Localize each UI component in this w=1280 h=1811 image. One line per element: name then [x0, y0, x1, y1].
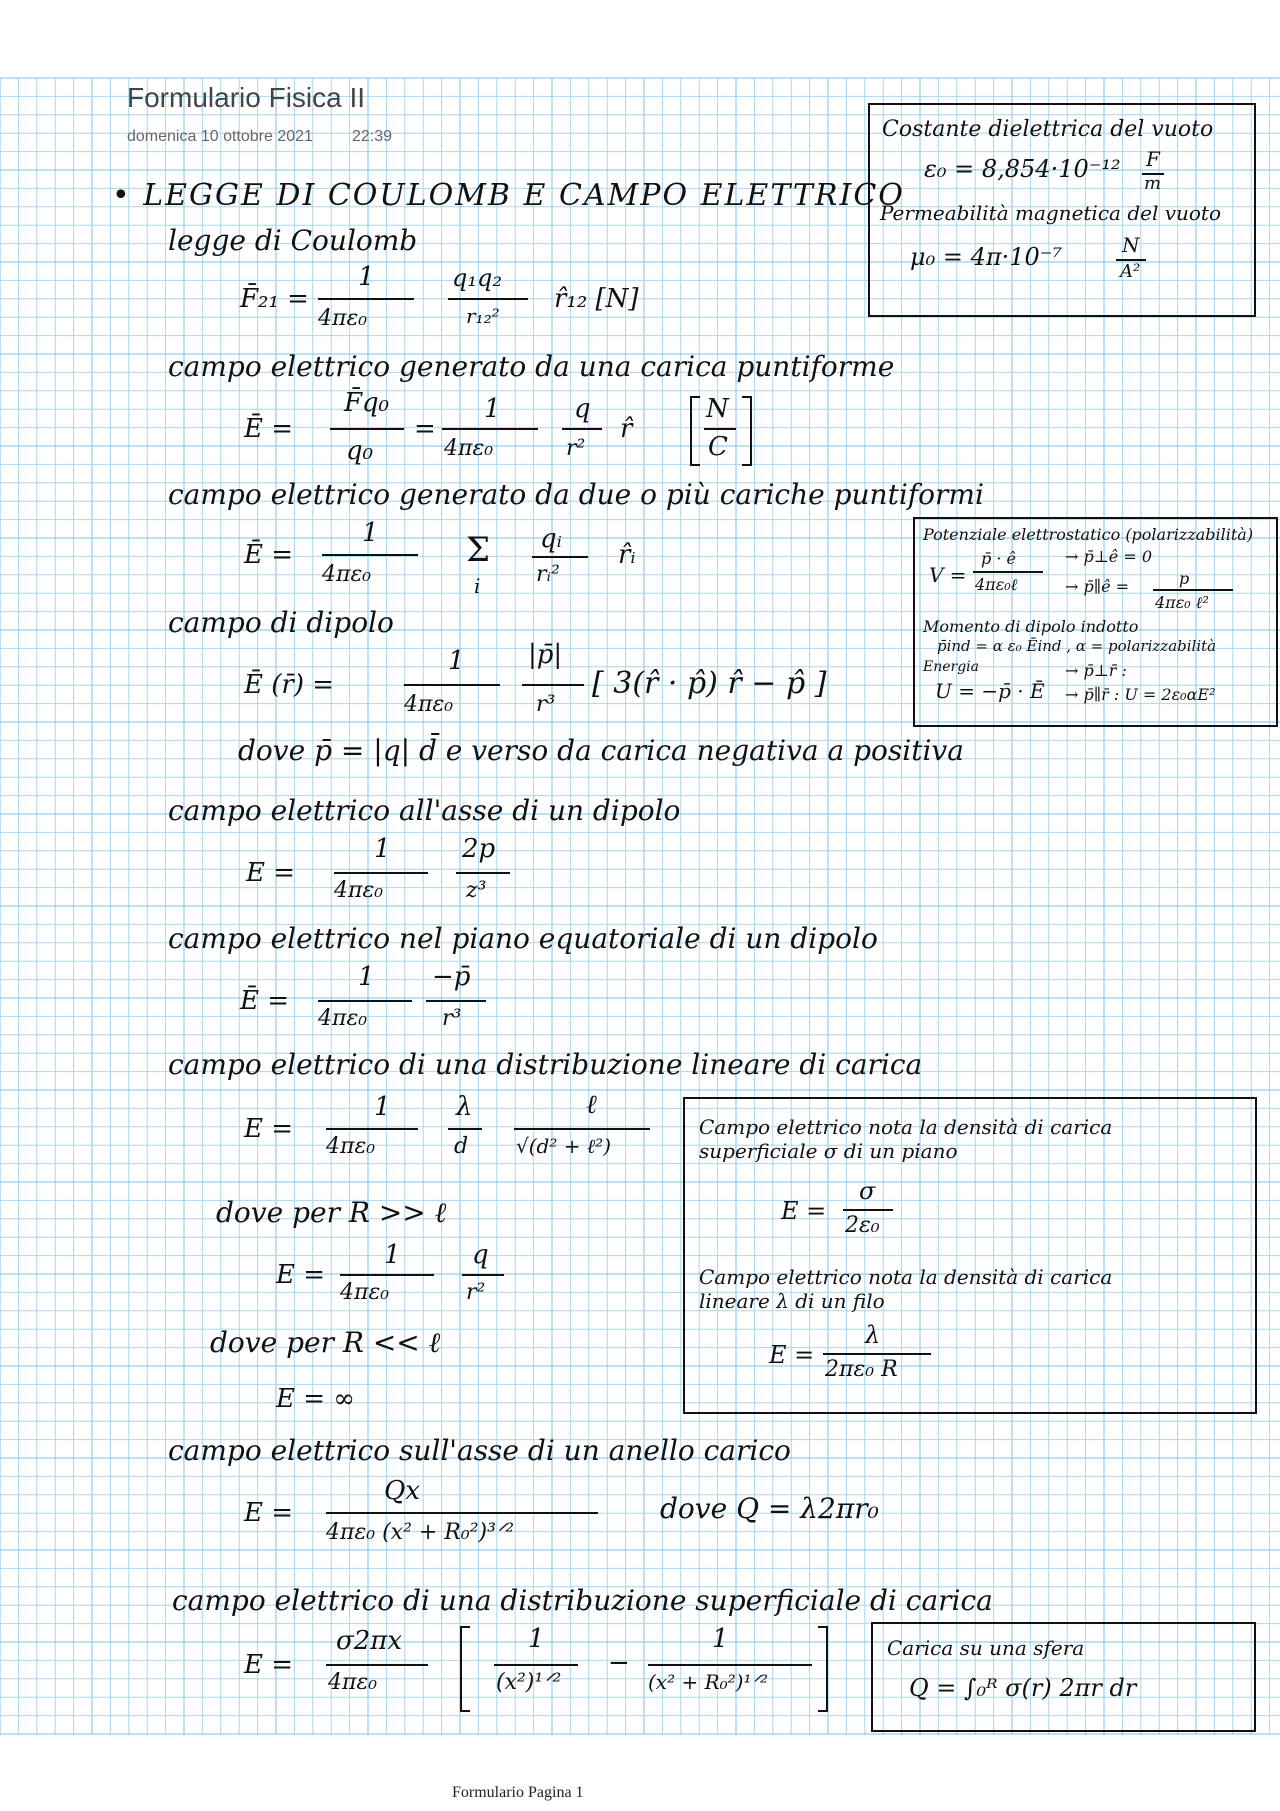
da-num: 1 — [374, 834, 391, 864]
potential-energy-c1: → p̄⊥r̄ : — [1065, 661, 1127, 680]
potential-num: p̄ · ê — [981, 549, 1016, 568]
fields-f2-num: λ — [865, 1321, 881, 1349]
sd-minus: − — [608, 1648, 630, 1678]
potential-dipole-eq: p̄ind = α ε₀ Ēind , α = polarizzabilità — [937, 637, 1217, 655]
fields-f2-lhs: E = — [769, 1341, 815, 1369]
page-time: 22:39 — [352, 128, 393, 145]
sd-b2-den: (x² + R₀²)¹ᐟ² — [648, 1670, 768, 1694]
da-den2: z³ — [466, 878, 487, 903]
pc-eq: = — [414, 414, 436, 444]
potential-dipole-title: Momento di dipolo indotto — [923, 617, 1139, 636]
dip-den2: r³ — [536, 692, 556, 717]
dip-num: 1 — [448, 646, 465, 676]
pc-lhs: Ē = — [244, 414, 294, 444]
dip-tail: [ 3(r̂ · p̂) r̂ − p̂ ] — [592, 666, 827, 701]
fields-f1-num: σ — [859, 1177, 876, 1205]
mc-den2: rᵢ² — [536, 562, 560, 587]
fields-line3: Campo elettrico nota la densità di carica — [699, 1265, 1113, 1289]
lf-den: 4πε₀ — [340, 1280, 390, 1305]
potential-energy-eq: U = −p̄ · Ē — [935, 679, 1045, 703]
coulomb-den: 4πε₀ — [318, 306, 368, 331]
ld-num: 1 — [374, 1092, 391, 1122]
section-linear-dist-label: campo elettrico di una distribuzione lineare di carica — [168, 1048, 923, 1081]
linear-cond-near: dove per R << ℓ — [210, 1326, 441, 1359]
ld-lhs: E = — [244, 1114, 294, 1144]
constants-eps0-unit-num: F — [1146, 147, 1160, 171]
da-den: 4πε₀ — [334, 878, 384, 903]
page-footer: Formulario Pagina 1 — [452, 1784, 584, 1801]
de-den: 4πε₀ — [318, 1006, 368, 1031]
coulomb-lhs: F̄₂₁ = — [240, 284, 309, 314]
mc-lhs: Ē = — [244, 540, 294, 570]
pc-den: q₀ — [346, 436, 374, 466]
fields-line4: lineare λ di un filo — [699, 1289, 885, 1313]
coulomb-num: 1 — [358, 262, 375, 292]
coulomb-den2: r₁₂² — [466, 304, 500, 328]
de-num: 1 — [358, 962, 375, 992]
linear-infinite: E = ∞ — [276, 1384, 355, 1414]
potential-case2: → p̄∥ê = — [1065, 577, 1130, 596]
section-coulomb-label: legge di Coulomb — [168, 224, 418, 257]
constants-box — [868, 103, 1256, 317]
mc-sum: Σ — [466, 530, 491, 570]
page-title: Formulario Fisica II — [127, 82, 366, 113]
sd-b1-den: (x²)¹ᐟ² — [496, 1670, 562, 1695]
fields-box — [683, 1097, 1257, 1414]
section-ring-label: campo elettrico sull'asse di un anello carico — [168, 1434, 791, 1467]
fields-f2-den: 2πε₀ R — [825, 1357, 898, 1382]
ld-den3: √(d² + ℓ²) — [516, 1134, 611, 1158]
dip-lhs: Ē (r̄) = — [244, 670, 335, 700]
sd-num: σ2πx — [336, 1626, 403, 1656]
section-surface-dist-label: campo elettrico di una distribuzione superficiale di carica — [172, 1584, 993, 1617]
sd-lhs: E = — [244, 1650, 294, 1680]
constants-eps0-unit-den: m — [1144, 173, 1162, 194]
potential-energy-c2: → p̄∥r̄ : U = 2ε₀αE² — [1065, 685, 1216, 704]
potential-energy-label: Energia — [923, 659, 979, 675]
potential-case2-den: 4πε₀ ℓ² — [1155, 593, 1209, 612]
section-dipole-label: campo di dipolo — [168, 606, 394, 639]
sphere-box — [871, 1622, 1256, 1732]
pc-unit-num: N — [706, 394, 729, 424]
ring-where: dove Q = λ2πr₀ — [660, 1492, 879, 1525]
coulomb-tail: r̂₁₂ [N] — [554, 284, 639, 314]
page-date: domenica 10 ottobre 2021 — [127, 128, 313, 145]
ring-lhs: E = — [244, 1498, 294, 1528]
mc-sub: i — [474, 574, 481, 598]
sd-den: 4πε₀ — [328, 1670, 378, 1695]
linear-cond-far: dove per R >> ℓ — [216, 1196, 447, 1229]
potential-box — [913, 517, 1278, 727]
sd-b2-num: 1 — [712, 1624, 729, 1654]
fields-line2: superficiale σ di un piano — [699, 1139, 958, 1163]
de-lhs: Ē = — [240, 986, 290, 1016]
sphere-line1: Carica su una sfera — [887, 1636, 1085, 1660]
ld-num2: λ — [456, 1092, 473, 1122]
constants-mu0-unit-den: A² — [1120, 261, 1141, 282]
dip-num2: |p̄| — [528, 640, 563, 670]
de-den2: r³ — [442, 1006, 462, 1031]
pc-den2: 4πε₀ — [444, 436, 494, 461]
dipole-note: dove p̄ = |q| d̄ e verso da carica negativa a positiva — [238, 734, 964, 767]
fields-f1-lhs: E = — [781, 1197, 827, 1225]
mc-num: 1 — [362, 518, 379, 548]
constants-line3: Permeabilità magnetica del vuoto — [880, 201, 1222, 225]
section-dipole-axis-label: campo elettrico all'asse di un dipolo — [168, 794, 681, 827]
pc-tail: r̂ — [620, 414, 633, 444]
lf-num: 1 — [384, 1240, 401, 1270]
da-lhs: E = — [246, 858, 296, 888]
lf-lhs: E = — [276, 1260, 326, 1290]
ring-den: 4πε₀ (x² + R₀²)³ᐟ² — [326, 1520, 515, 1545]
pc-num3: q — [574, 394, 591, 424]
ld-num3: ℓ — [586, 1090, 597, 1120]
constants-mu0: μ₀ = 4π·10⁻⁷ — [910, 243, 1063, 271]
section-multi-charge-label: campo elettrico generato da due o più cariche puntiformi — [168, 478, 984, 511]
ld-den: 4πε₀ — [326, 1134, 376, 1159]
fields-f1-den: 2ε₀ — [845, 1213, 880, 1238]
constants-line1: Costante dielettrica del vuoto — [882, 117, 1214, 142]
dip-den: 4πε₀ — [404, 692, 454, 717]
sphere-eq: Q = ∫₀ᴿ σ(r) 2πr dr — [909, 1674, 1137, 1702]
da-num2: 2p — [462, 834, 496, 864]
mc-num2: qᵢ — [540, 524, 562, 554]
section-point-charge-label: campo elettrico generato da una carica puntiforme — [168, 350, 895, 383]
section-heading: • LEGGE DI COULOMB E CAMPO ELETTRICO — [112, 178, 905, 213]
pc-num: F̄q₀ — [344, 388, 390, 418]
coulomb-num2: q₁q₂ — [452, 264, 502, 292]
pc-den3: r² — [566, 436, 586, 461]
potential-title: Potenziale elettrostatico (polarizzabilità) — [923, 525, 1254, 544]
lf-den2: r² — [466, 1280, 486, 1305]
lf-num2: q — [472, 1240, 489, 1270]
potential-case2-num: p — [1179, 569, 1190, 588]
sd-b1-num: 1 — [528, 1624, 545, 1654]
ring-num: Qx — [384, 1476, 420, 1506]
de-num2: −p̄ — [432, 962, 471, 992]
mc-den: 4πε₀ — [322, 562, 372, 587]
fields-line1: Campo elettrico nota la densità di carica — [699, 1115, 1113, 1139]
potential-den: 4πε₀ℓ — [975, 575, 1018, 594]
pc-unit-den: C — [708, 432, 728, 462]
ld-den2: d — [454, 1134, 469, 1159]
constants-eps0: ε₀ = 8,854·10⁻¹² — [924, 155, 1121, 183]
potential-lhs: V = — [929, 563, 967, 587]
section-dipole-equatorial-label: campo elettrico nel piano equatoriale di un dipolo — [168, 922, 878, 955]
constants-mu0-unit-num: N — [1122, 233, 1140, 257]
pc-num2: 1 — [484, 394, 501, 424]
mc-tail: r̂ᵢ — [618, 540, 636, 570]
potential-case1: → p̄⊥ê = 0 — [1065, 547, 1153, 566]
